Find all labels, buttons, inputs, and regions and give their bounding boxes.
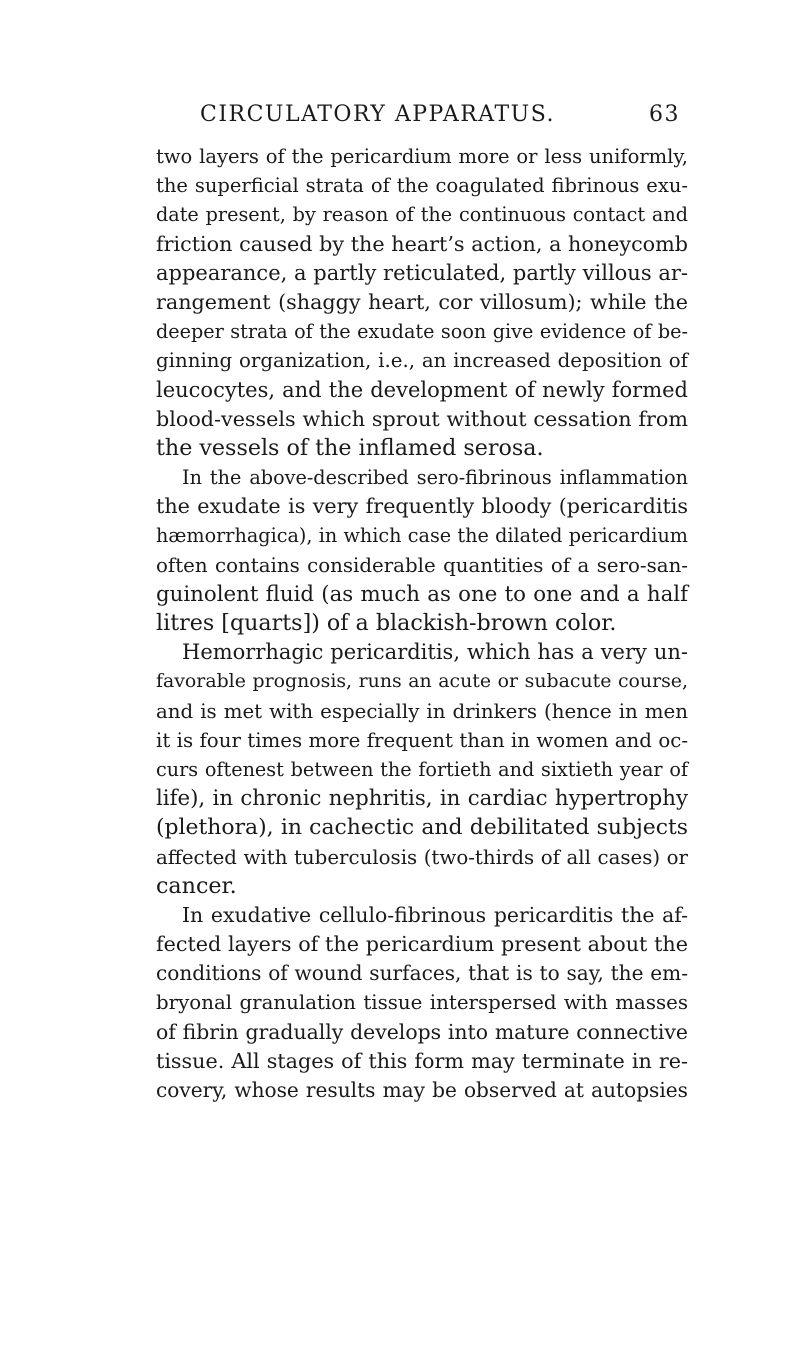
text-line: the vessels of the inflamed serosa.	[156, 434, 544, 461]
text-line: of fibrin gradually develops into mature connective	[156, 1019, 688, 1044]
text-line: and is met with especially in drinkers (hence in men	[156, 699, 688, 723]
text-line: appearance, a partly reticulated, partly villous ar-	[156, 260, 688, 285]
text-line: the superficial strata of the coagulated fibrinous exu-	[156, 174, 688, 198]
running-title: CIRCULATORY APPARATUS.	[200, 102, 555, 127]
text-line: covery, whose results may be observed at autopsies	[156, 1078, 688, 1102]
text-line: curs oftenest between the fortieth and sixtieth year of	[156, 757, 688, 781]
text-line: bryonal granulation tissue interspersed with masses	[156, 991, 688, 1015]
text-line: ginning organization, i.e., an increased deposition of	[156, 349, 688, 373]
text-line: cancer.	[156, 872, 237, 899]
running-head	[200, 102, 680, 136]
paragraph-first-line: Hemorrhagic pericarditis, which has a very un-	[182, 640, 688, 665]
text-line: leucocytes, and the development of newly formed	[156, 377, 688, 402]
text-line: blood-vessels which sprout without cessation from	[156, 406, 688, 431]
text-line: favorable prognosis, runs an acute or subacute course,	[156, 670, 688, 693]
text-line: rangement (shaggy heart, cor villosum); while the	[156, 289, 688, 314]
text-line: the exudate is very frequently bloody (pericarditis	[156, 494, 688, 519]
text-line: life), in chronic nephritis, in cardiac hypertrophy	[156, 786, 688, 812]
text-line: date present, by reason of the continuous contact and	[156, 203, 688, 227]
text-line: friction caused by the heart’s action, a honeycomb	[156, 231, 688, 256]
paragraph-first-line: In the above-described sero-fibrinous inflammation	[182, 466, 688, 490]
text-line: two layers of the pericardium more or less uniformly,	[156, 145, 688, 168]
text-line: affected with tuberculosis (two-thirds of all cases) or	[156, 845, 688, 869]
text-line: (plethora), in cachectic and debilitated subjects	[156, 815, 688, 841]
text-line: litres [quarts]) of a blackish-brown color.	[156, 610, 617, 636]
text-line: it is four times more frequent than in women and oc-	[156, 728, 688, 752]
text-line: often contains considerable quantities of a sero-san-	[156, 553, 688, 577]
text-line: conditions of wound surfaces, that is to say, the em-	[156, 961, 688, 986]
text-line: deeper strata of the exudate soon give evidence of be-	[156, 320, 688, 344]
paragraph-first-line: In exudative cellulo-fibrinous pericarditis the af-	[182, 902, 688, 927]
text-line: fected layers of the pericardium present about the	[156, 932, 688, 957]
body-text	[156, 142, 688, 1105]
page-number: 63	[649, 102, 680, 127]
text-line: hæmorrhagica), in which case the dilated pericardium	[156, 524, 688, 548]
text-line: guinolent fluid (as much as one to one and a half	[156, 581, 688, 607]
text-line: tissue. All stages of this form may terminate in re-	[156, 1048, 688, 1073]
